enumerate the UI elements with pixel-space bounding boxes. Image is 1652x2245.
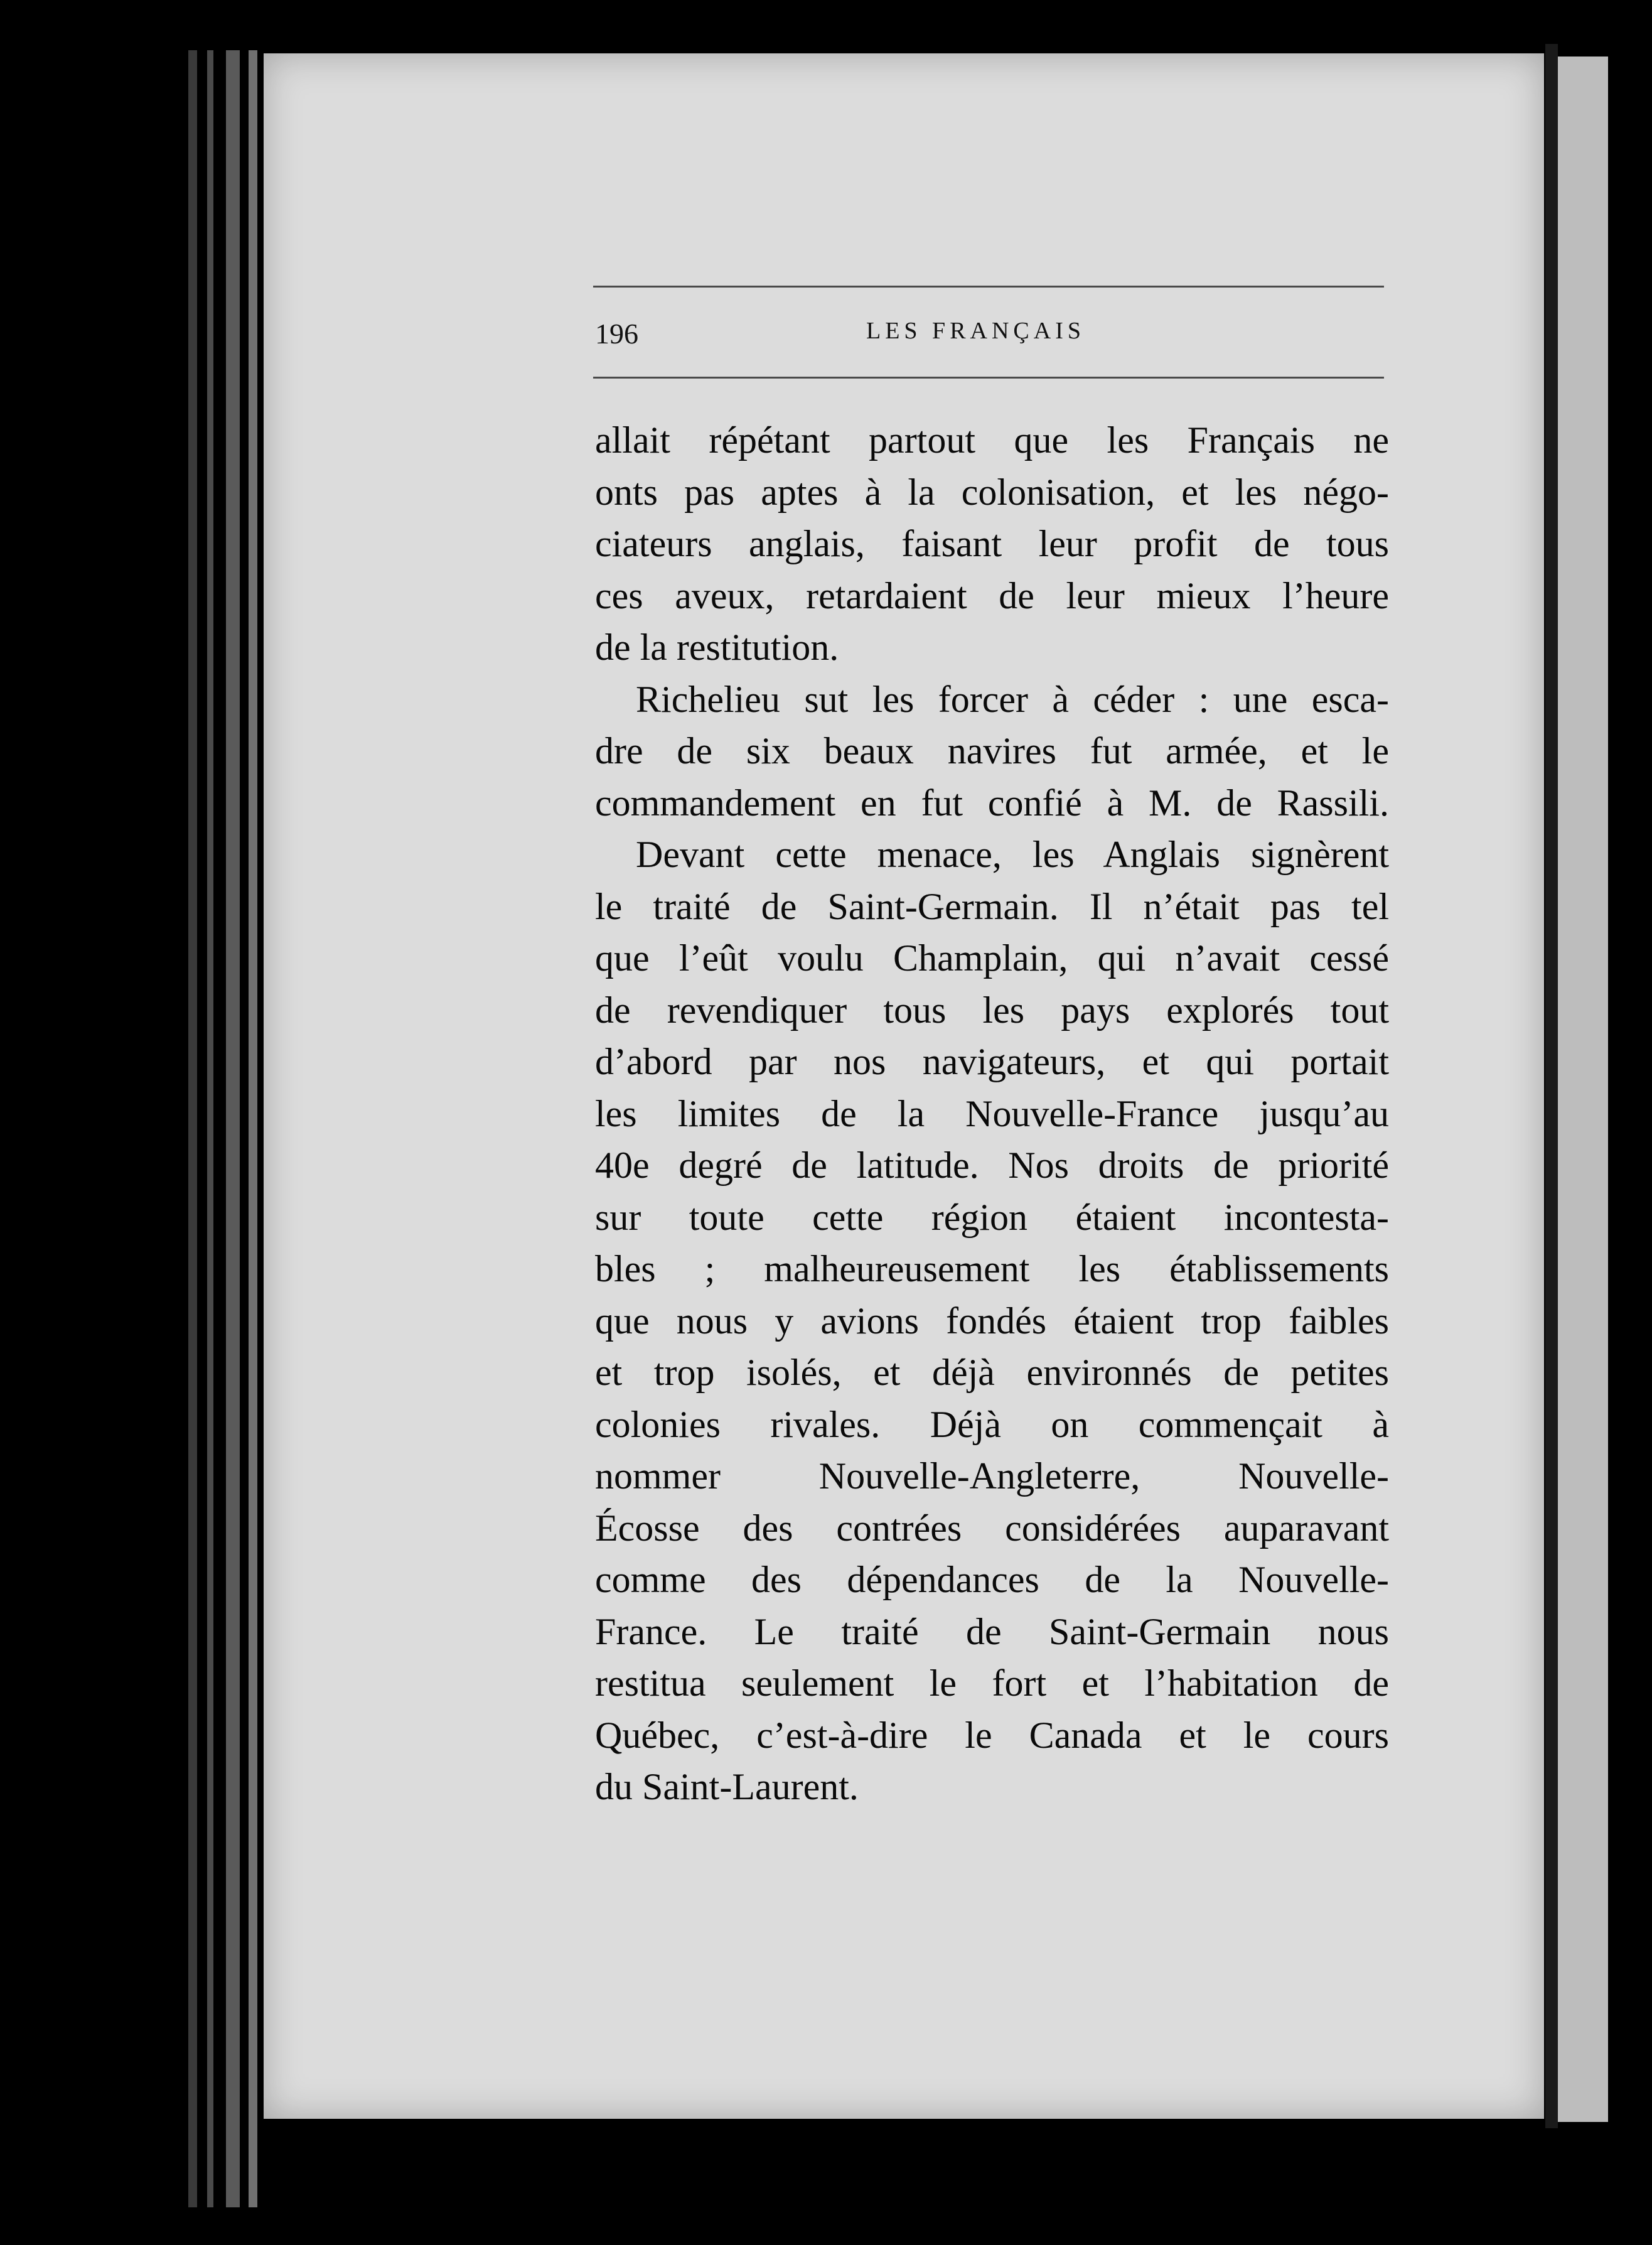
text-line: du Saint-Laurent. — [595, 1766, 859, 1807]
text-line: que l’eût voulu Champlain, qui n’avait cessé — [595, 937, 1389, 979]
text-line: Québec, c’est-à-dire le Canada et le cours — [595, 1714, 1389, 1756]
text-line: restitua seulement le fort et l’habitation de — [595, 1662, 1389, 1704]
running-title: LES FRANÇAIS — [866, 318, 1085, 344]
text-line: France. Le traité de Saint-Germain nous — [595, 1610, 1389, 1652]
text-line: commandement en fut confié à M. de Rassili. — [595, 782, 1389, 824]
text-line: Devant cette menace, les Anglais signèrent — [636, 834, 1389, 875]
text-line: bles ; malheureusement les établissements — [595, 1248, 1389, 1289]
text-line: allait répétant partout que les Français ne — [595, 419, 1389, 461]
text-line: onts pas aptes à la colonisation, et les négo- — [595, 471, 1389, 513]
text-line: Richelieu sut les forcer à céder : une esca- — [636, 678, 1389, 720]
text-line: comme des dépendances de la Nouvelle- — [595, 1559, 1389, 1600]
text-line: que nous y avions fondés étaient trop faibles — [595, 1300, 1389, 1342]
text-line: le traité de Saint-Germain. Il n’était pas tel — [595, 885, 1389, 927]
text-line: d’abord par nos navigateurs, et qui portait — [595, 1041, 1389, 1082]
text-line: de la restitution. — [595, 627, 839, 668]
text-line: de revendiquer tous les pays explorés tout — [595, 989, 1389, 1031]
text-line: et trop isolés, et déjà environnés de petites — [595, 1352, 1389, 1393]
text-line: nommer Nouvelle-Angleterre, Nouvelle- — [595, 1455, 1389, 1497]
page-gutter — [1545, 44, 1558, 2128]
facing-page-edge — [1558, 57, 1608, 2122]
text-line: les limites de la Nouvelle-France jusqu’au — [595, 1092, 1389, 1134]
text-line: ciateurs anglais, faisant leur profit de tous — [595, 523, 1389, 564]
page-edge — [188, 50, 197, 2207]
page-edge — [249, 50, 257, 2207]
header-rule-top — [593, 286, 1384, 288]
page-number: 196 — [595, 318, 638, 350]
header-rule-bottom — [593, 377, 1384, 379]
text-line: Écosse des contrées considérées auparavant — [595, 1507, 1389, 1549]
page-edge — [207, 50, 213, 2207]
text-line: ces aveux, retardaient de leur mieux l’heure — [595, 574, 1389, 616]
text-line: dre de six beaux navires fut armée, et le — [595, 730, 1389, 772]
text-line: sur toute cette région étaient incontesta- — [595, 1196, 1389, 1238]
text-line: 40e degré de latitude. Nos droits de priorité — [595, 1144, 1389, 1186]
page-edge — [226, 50, 240, 2207]
body-text — [595, 414, 1389, 1813]
text-line: colonies rivales. Déjà on commençait à — [595, 1403, 1389, 1445]
